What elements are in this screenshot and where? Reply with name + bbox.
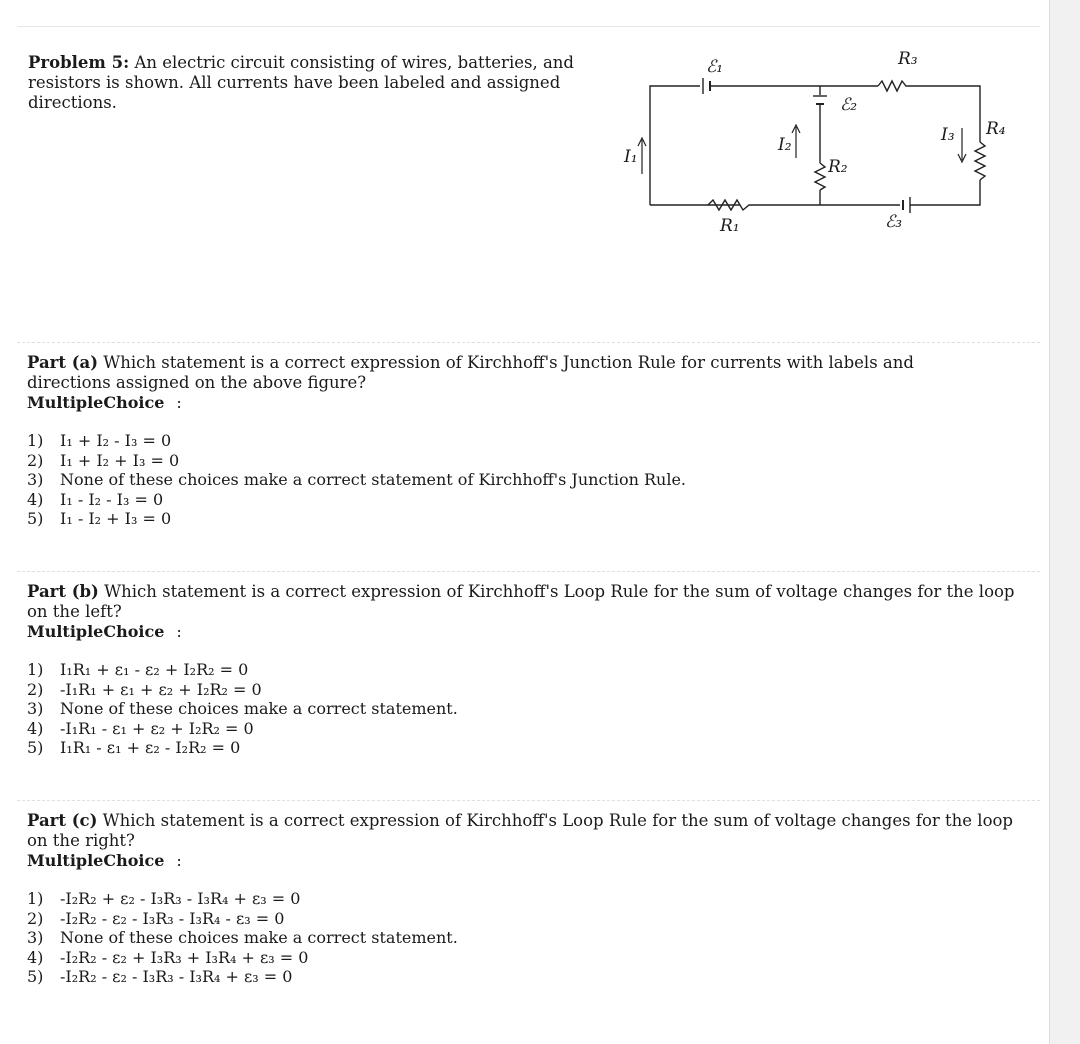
label-r4: R₄: [986, 119, 1006, 139]
choice-item[interactable]: 4) I₁ - I₂ - I₃ = 0: [27, 489, 164, 509]
divider: [17, 571, 1040, 572]
vertical-scrollbar[interactable]: [1049, 0, 1080, 1044]
problem-text: An electric circuit consisting of wires, batteries, and resistors is shown. All currents have been labeled and assigned directions.: [28, 53, 574, 112]
part-b-question: [27, 582, 1027, 642]
part-a-text: Which statement is a correct expression of Kirchhoff's Junction Rule for currents with labels and directions assigned on the above figure?: [27, 353, 914, 392]
divider: [17, 800, 1040, 801]
label-i3: I₃: [941, 125, 955, 145]
part-c-question: [27, 811, 1027, 871]
part-a-label: Part (a): [27, 353, 99, 372]
label-e1: ℰ₁: [706, 57, 724, 77]
divider: [17, 342, 1040, 343]
part-b-type-sep: :: [176, 622, 182, 641]
problem-statement: [28, 53, 588, 113]
part-c-type-label: MultipleChoice: [27, 851, 165, 870]
label-i2: I₂: [778, 135, 792, 155]
choice-item[interactable]: 4) -I₁R₁ - ε₁ + ε₂ + I₂R₂ = 0: [27, 718, 254, 738]
choice-item[interactable]: 1) I₁ + I₂ - I₃ = 0: [27, 431, 172, 450]
choice-item[interactable]: 2) -I₁R₁ + ε₁ + ε₂ + I₂R₂ = 0: [27, 679, 262, 699]
part-a-type-sep: :: [176, 393, 182, 412]
part-b-type-label: MultipleChoice: [27, 622, 165, 641]
choice-item[interactable]: 4) -I₂R₂ - ε₂ + I₃R₃ + I₃R₄ + ε₃ = 0: [27, 947, 309, 967]
part-c-type: [27, 851, 1027, 871]
label-i1: I₁: [624, 147, 638, 167]
part-b-label: Part (b): [27, 582, 99, 601]
part-b-type: [27, 622, 1027, 642]
part-c-choices: [27, 889, 458, 987]
label-r3: R₃: [898, 49, 918, 69]
choice-item[interactable]: 3) None of these choices make a correct statement of Kirchhoff's Junction Rule.: [27, 470, 687, 489]
part-a-type-label: MultipleChoice: [27, 393, 165, 412]
choice-item[interactable]: 2) -I₂R₂ - ε₂ - I₃R₃ - I₃R₄ - ε₃ = 0: [27, 908, 285, 928]
part-c-text: Which statement is a correct expression of Kirchhoff's Loop Rule for the sum of voltage changes for the loop on the right?: [27, 811, 1013, 850]
part-a-type: [27, 393, 987, 413]
choice-item[interactable]: 5) I₁R₁ - ε₁ + ε₂ - I₂R₂ = 0: [27, 738, 241, 757]
label-e2: ℰ₂: [840, 95, 858, 115]
part-c-type-sep: :: [176, 851, 182, 870]
choice-item[interactable]: 5) I₁ - I₂ + I₃ = 0: [27, 509, 172, 528]
part-c-label: Part (c): [27, 811, 98, 830]
choice-item[interactable]: 1) -I₂R₂ + ε₂ - I₃R₃ - I₃R₄ + ε₃ = 0: [27, 889, 301, 908]
part-b-text: Which statement is a correct expression of Kirchhoff's Loop Rule for the sum of voltage changes for the loop on the left?: [27, 582, 1015, 621]
part-a-question: [27, 353, 987, 413]
circuit-diagram: [600, 30, 1030, 260]
choice-item[interactable]: 2) I₁ + I₂ + I₃ = 0: [27, 450, 180, 470]
label-e3: ℰ₃: [885, 212, 903, 232]
label-r1: R₁: [720, 216, 740, 236]
part-a-choices: [27, 431, 686, 529]
choice-item[interactable]: 5) -I₂R₂ - ε₂ - I₃R₃ - I₃R₄ + ε₃ = 0: [27, 967, 293, 986]
choice-item[interactable]: 1) I₁R₁ + ε₁ - ε₂ + I₂R₂ = 0: [27, 660, 249, 679]
choice-item[interactable]: 3) None of these choices make a correct statement.: [27, 699, 458, 718]
part-b-choices: [27, 660, 458, 758]
label-r2: R₂: [828, 157, 848, 177]
problem-label: Problem 5:: [28, 53, 130, 72]
top-divider: [17, 26, 1040, 27]
choice-item[interactable]: 3) None of these choices make a correct statement.: [27, 928, 458, 947]
